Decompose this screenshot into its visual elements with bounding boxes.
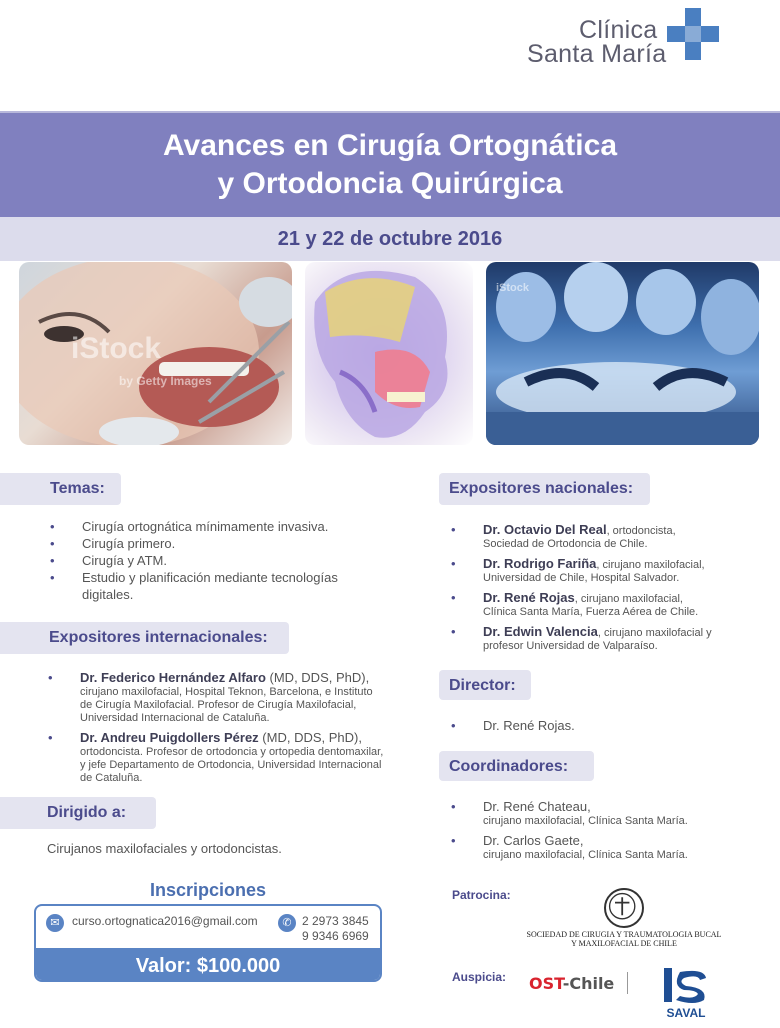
skull-photo [305,262,473,445]
date-banner [0,217,780,261]
clinic-logo [527,12,727,68]
list-item: • Dr. René Chateau, cirujano maxilofacial, Clínica Santa María. [451,799,688,827]
logo-line2: Santa María [527,40,667,68]
title-line2: y Ortodoncia Quirúrgica [217,167,563,200]
event-title [0,127,780,203]
bullet-icon: • [451,833,456,848]
phone-icon: ✆ [278,914,296,932]
list-item: • Dr. Octavio Del Real, ortodoncista, Sociedad de Ortodoncia de Chile. [451,522,676,550]
watermark: iStock [496,282,530,294]
contact-phones [302,914,369,944]
seal-icon [604,888,644,928]
sponsor-logo [524,888,724,950]
bullet-icon: • [451,556,456,571]
list-item: • Dr. Federico Hernández Alfaro (MD, DDS, PhD), cirujano maxilofacial, Hospital Teknon, Barcelona, e Instituto de Cirugía Maxilofacial. Profesor de Cirugía Maxilofacial, Universidad Internacional de Cataluña. [48,670,373,724]
internacionales-heading-text: Expositores internacionales: [49,629,268,646]
bullet-icon: • [451,799,456,814]
internacionales-heading [0,622,289,654]
divider [627,972,628,994]
temas-heading [0,473,121,505]
list-item: • Dr. Rodrigo Fariña, cirujano maxilofacial, Universidad de Chile, Hospital Salvador. [451,556,705,584]
list-item: • Estudio y planificación mediante tecnologías digitales. [50,570,338,602]
internacionales-list [48,669,428,785]
list-item: • Cirugía primero. [50,536,176,551]
coordinadores-list [451,798,771,862]
cross-icon [667,8,719,60]
director-heading-text: Director: [449,677,516,694]
inscripciones-box [34,904,382,982]
watermark: iStock [71,332,162,365]
skull-illustration [305,262,473,445]
list-item: • Dr. René Rojas, cirujano maxilofacial, Clínica Santa María, Fuerza Aérea de Chile. [451,590,699,618]
inscripciones-heading: Inscripciones [149,880,267,900]
coordinadores-heading-text: Coordinadores: [449,758,569,775]
list-item: • Dr. René Rojas. [451,718,575,733]
patrocina-label: Patrocina: [452,888,511,902]
director-list [451,717,751,734]
coordinadores-heading [439,751,594,781]
ost-chile-logo: OST-Chile [529,974,615,993]
sponsor-name: SOCIEDAD DE CIRUGIA Y TRAUMATOLOGIA BUCAL Y MAXILOFACIAL DE CHILE [526,930,722,948]
bullet-icon: • [50,570,55,585]
dirigido-heading [0,797,156,829]
contact-row [36,906,380,946]
bullet-icon: • [451,522,456,537]
nacionales-heading [439,473,650,505]
saval-logo [660,966,712,1022]
bullet-icon: • [451,624,456,639]
saval-text: SAVAL [666,1006,706,1020]
list-item: • Dr. Edwin Valencia, cirujano maxilofacial y profesor Universidad de Valparaíso. [451,624,712,652]
dirigido-heading-text: Dirigido a: [47,804,127,821]
watermark-sub: by Getty Images [119,374,212,388]
price-bar: Valor: $100.000 [36,948,380,982]
bullet-icon: • [451,590,456,605]
email-icon: ✉ [46,914,64,932]
bullet-icon: • [50,536,55,551]
auspicia-label: Auspicia: [452,970,507,984]
list-item: • Dr. Andreu Puigdollers Pérez (MD, DDS, PhD), ortodoncista. Profesor de ortodoncia y ortopedia dentomaxilar, y jefe Departamento de Ortodoncia, Universidad Internacional de Cataluña. [48,730,384,784]
dental-photo [19,262,292,445]
director-heading [439,670,531,700]
phone-2[interactable]: 9 9346 6969 [302,929,369,943]
bullet-icon: • [50,553,55,568]
bullet-icon: • [48,670,53,685]
list-item: • Dr. Carlos Gaete, cirujano maxilofacial, Clínica Santa María. [451,833,688,861]
event-date: 21 y 22 de octubre 2016 [277,228,503,250]
temas-heading-text: Temas: [50,480,105,497]
dirigido-text: Cirujanos maxilofaciales y ortodoncistas. [47,841,282,856]
temas-list [50,518,410,603]
title-line1: Avances en Cirugía Ortognática [162,129,617,162]
bullet-icon: • [48,730,53,745]
logo-line1: Clínica [579,16,658,44]
surgery-photo [486,262,759,445]
list-item: • Cirugía y ATM. [50,553,168,568]
nacionales-list [451,521,771,653]
bullet-icon: • [451,718,456,733]
contact-email[interactable]: curso.ortognatica2016@gmail.com [72,914,258,928]
title-banner [0,111,780,217]
bullet-icon: • [50,519,55,534]
nacionales-heading-text: Expositores nacionales: [449,480,634,497]
phone-1[interactable]: 2 2973 3845 [302,914,369,928]
list-item: • Cirugía ortognática mínimamente invasiva. [50,519,329,534]
saval-icon [660,966,712,1006]
